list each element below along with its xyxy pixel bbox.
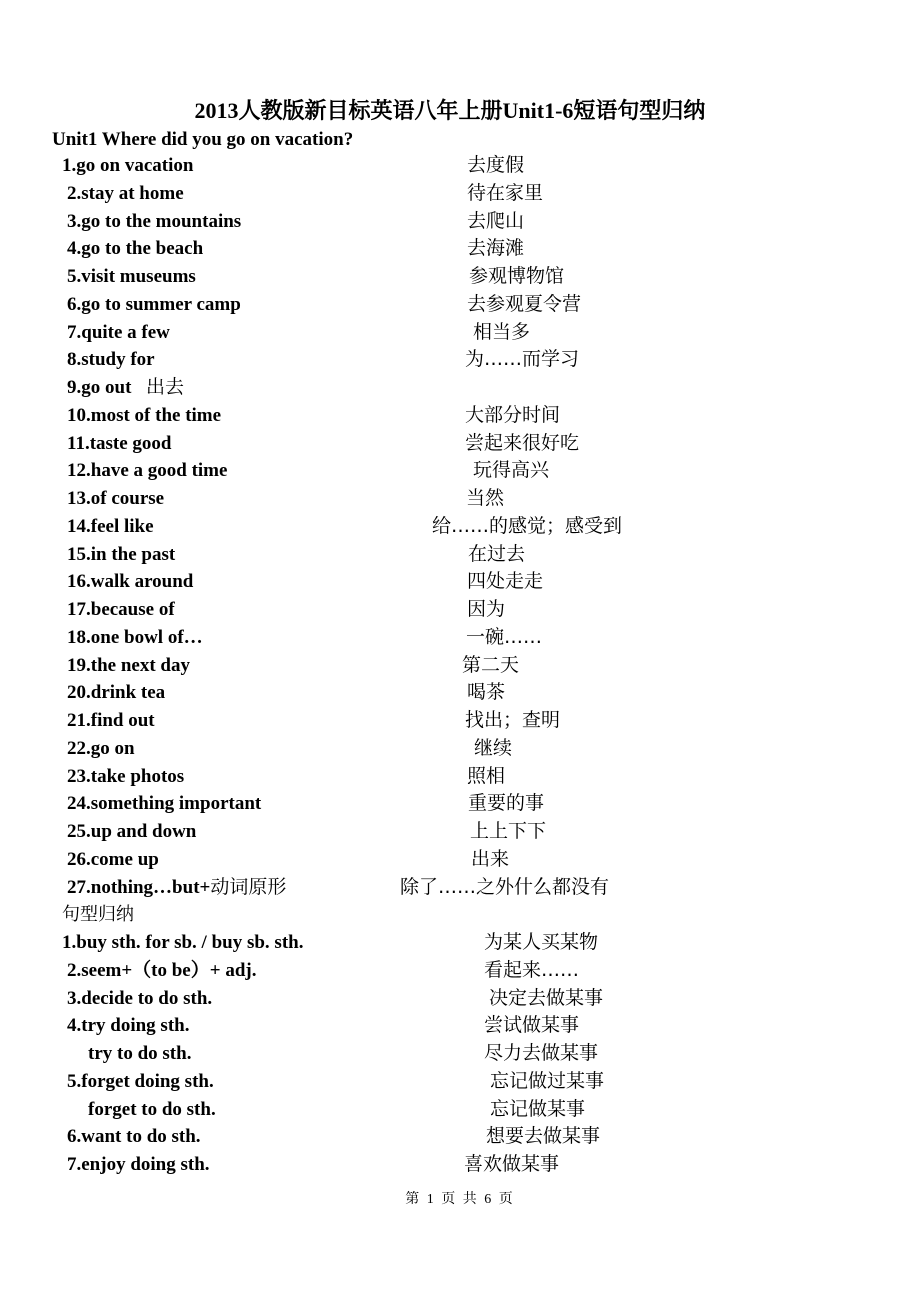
phrase-english: 24.something important	[67, 793, 262, 815]
phrase-chinese: 上上下下	[470, 820, 547, 842]
phrase-list	[0, 152, 920, 1179]
phrase-chinese: 当然	[466, 487, 505, 509]
list-item	[0, 1040, 920, 1068]
list-item	[0, 596, 920, 624]
list-item	[0, 1068, 920, 1096]
list-item	[0, 457, 920, 485]
list-item	[0, 1123, 920, 1151]
pattern-chinese: 忘记做过某事	[490, 1069, 605, 1092]
phrase-chinese: 喝茶	[467, 681, 506, 704]
list-item	[0, 374, 920, 402]
phrase-chinese: 出去	[146, 376, 185, 398]
list-item	[0, 790, 920, 818]
phrase-english: 13.of course	[67, 488, 165, 509]
list-item	[0, 152, 920, 180]
list-item	[0, 1012, 920, 1040]
phrase-chinese: 玩得高兴	[473, 459, 550, 482]
list-item	[0, 1096, 920, 1124]
list-item	[0, 846, 920, 874]
phrase-english: 5.visit museums	[67, 266, 196, 287]
phrase-chinese: 四处走走	[467, 570, 544, 593]
list-item	[0, 929, 920, 957]
phrase-english: 14.feel like	[67, 515, 154, 537]
phrase-english: 2.stay at home	[67, 182, 184, 204]
phrase-english: 15.in the past	[67, 543, 176, 565]
section-row	[0, 901, 920, 929]
list-item	[0, 985, 920, 1013]
phrase-english: 16.walk around	[67, 571, 194, 593]
phrase-english: 17.because of	[67, 599, 175, 620]
phrase-chinese: 第二天	[462, 653, 520, 676]
pattern-english: 2.seem+（to be）+ adj.	[67, 959, 257, 981]
phrase-english	[67, 874, 286, 902]
phrase-chinese: 继续	[474, 736, 513, 759]
list-item	[0, 541, 920, 569]
pattern-chinese: 尝试做某事	[484, 1014, 580, 1037]
phrase-chinese: 重要的事	[468, 792, 545, 815]
phrase-english-suffix: 动词原形	[210, 875, 287, 898]
phrase-chinese: 待在家里	[467, 181, 544, 204]
list-item	[0, 346, 920, 374]
phrase-english: 19.the next day	[67, 654, 190, 676]
phrase-english: 21.find out	[67, 710, 155, 731]
phrase-chinese: 除了……之外什么都没有	[400, 875, 610, 898]
pattern-chinese: 想要去做某事	[486, 1125, 601, 1148]
pattern-english: forget to do sth.	[88, 1098, 216, 1120]
list-item	[0, 235, 920, 263]
phrase-english: 8.study for	[67, 349, 155, 371]
list-item	[0, 263, 920, 291]
phrase-english: 11.taste good	[67, 432, 172, 454]
phrase-english-bold: 27.nothing…but+	[67, 876, 211, 898]
pattern-english: 1.buy sth. for sb. / buy sb. sth.	[62, 932, 304, 953]
pattern-english: 6.want to do sth.	[67, 1126, 201, 1148]
list-item	[0, 485, 920, 513]
phrase-english: 3.go to the mountains	[67, 210, 242, 232]
phrase-chinese: 大部分时间	[465, 403, 561, 426]
list-item	[0, 763, 920, 791]
phrase-english: 23.take photos	[67, 765, 185, 787]
phrase-chinese: 在过去	[468, 542, 526, 565]
phrase-english: 4.go to the beach	[67, 238, 204, 260]
phrase-chinese: 去参观夏令营	[467, 292, 582, 315]
list-item	[0, 818, 920, 846]
phrase-chinese: 给……的感觉；感受到	[432, 514, 623, 537]
pattern-chinese: 忘记做某事	[490, 1097, 586, 1120]
pattern-chinese: 决定去做某事	[489, 986, 604, 1009]
phrase-chinese: 为……而学习	[465, 348, 580, 371]
list-item	[0, 707, 920, 735]
list-item	[0, 735, 920, 763]
page-footer: 第 1 页 共 6 页	[405, 1192, 515, 1207]
phrase-english: 10.most of the time	[67, 404, 222, 426]
list-item	[0, 319, 920, 347]
list-item	[0, 291, 920, 319]
pattern-chinese: 尽力去做某事	[484, 1042, 599, 1064]
list-item	[0, 180, 920, 208]
pattern-english: 7.enjoy doing sth.	[67, 1154, 210, 1175]
phrase-english: 7.quite a few	[67, 321, 170, 343]
list-item	[0, 1151, 920, 1179]
unit-heading: Unit1 Where did you go on vacation?	[52, 129, 354, 150]
pattern-chinese: 喜欢做某事	[464, 1153, 560, 1175]
phrase-chinese: 去爬山	[467, 209, 525, 232]
list-item	[0, 652, 920, 680]
list-item	[0, 513, 920, 541]
phrase-chinese: 尝起来很好吃	[465, 431, 580, 454]
phrase-chinese: 照相	[467, 764, 506, 787]
phrase-english: 9.go out	[67, 377, 132, 398]
phrase-english: 20.drink tea	[67, 682, 166, 704]
phrase-english: 18.one bowl of…	[67, 626, 203, 648]
list-item	[0, 568, 920, 596]
pattern-chinese: 为某人买某物	[484, 931, 599, 953]
pattern-chinese: 看起来……	[484, 958, 580, 981]
list-item	[0, 430, 920, 458]
phrase-english: 12.have a good time	[67, 460, 228, 482]
list-item	[0, 957, 920, 985]
phrase-chinese: 因为	[467, 598, 506, 620]
phrase-chinese: 找出；查明	[465, 709, 561, 731]
phrase-chinese: 去海滩	[467, 237, 525, 260]
phrase-chinese: 一碗……	[466, 625, 543, 648]
pattern-english: 4.try doing sth.	[67, 1015, 190, 1037]
list-item	[0, 624, 920, 652]
document-title: 2013人教版新目标英语八年上册Unit1-6短语句型归纳	[194, 98, 706, 123]
list-item	[0, 874, 920, 902]
section-label: 句型归纳	[62, 904, 134, 926]
phrase-english: 26.come up	[67, 848, 159, 870]
phrase-chinese: 去度假	[467, 154, 525, 176]
phrase-english: 1.go on vacation	[62, 155, 194, 176]
phrase-english: 6.go to summer camp	[67, 293, 241, 315]
phrase-chinese: 出来	[471, 847, 510, 870]
phrase-english: 25.up and down	[67, 821, 197, 842]
list-item	[0, 679, 920, 707]
pattern-english: 5.forget doing sth.	[67, 1070, 214, 1092]
list-item	[0, 402, 920, 430]
phrase-chinese: 参观博物馆	[469, 265, 565, 287]
phrase-english: 22.go on	[67, 737, 135, 759]
pattern-english: 3.decide to do sth.	[67, 987, 213, 1009]
list-item	[0, 208, 920, 236]
pattern-english: try to do sth.	[88, 1043, 192, 1064]
phrase-chinese: 相当多	[473, 320, 531, 343]
